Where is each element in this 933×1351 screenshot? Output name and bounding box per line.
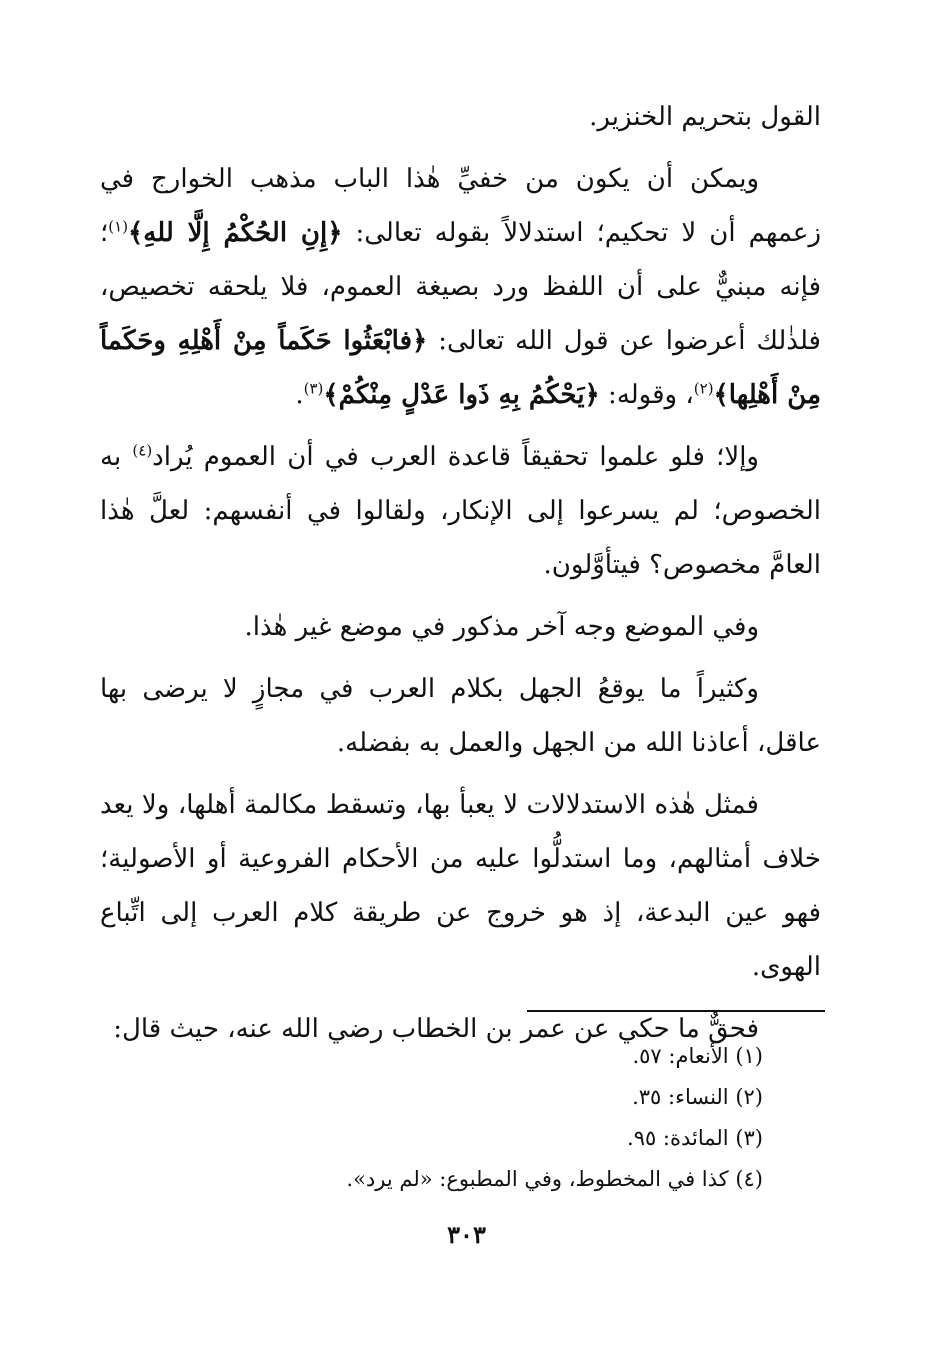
text-segment: فحقٌّ ما حكي عن عمر بن الخطاب رضي الله عنه، حيث قال: — [113, 1014, 759, 1044]
text-segment: . — [295, 380, 304, 410]
text-segment: به الخصوص؛ لم يسرعوا إلى الإنكار، ولقالوا في أنفسهم: لعلَّ هٰذا العامَّ مخصوص؟ فيتأوَّلون. — [100, 442, 821, 580]
text-segment: وإلا؛ فلو علموا تحقيقاً قاعدة العرب في أن العموم يُراد — [152, 442, 759, 472]
footnotes — [100, 1036, 763, 1200]
footnote-reference: (٤) — [132, 441, 153, 460]
paragraph — [100, 600, 821, 654]
footnote-reference: (٢) — [693, 379, 714, 398]
page-number: ٣٠٣ — [447, 1220, 486, 1249]
quran-quote: ﴿فابْعَثُوا حَكَماً مِنْ أَهْلِهِ وحَكَماً مِنْ أَهْلِها﴾ — [100, 326, 821, 410]
quran-quote: ﴿إِنِ الحُكْمُ إِلَّا للهِ﴾ — [128, 218, 343, 248]
text-segment: وفي الموضع وجه آخر مذكور في موضع غير هٰذا. — [244, 612, 759, 642]
text-segment: ؛ فإنه مبنيٌّ على أن اللفظ ورد بصيغة العموم، فلا يلحقه تخصيص، فلذٰلك أعرضوا عن قول الله تعالى: — [100, 218, 821, 356]
footnote-separator — [527, 1010, 825, 1012]
text-segment: القول بتحريم الخنزير. — [589, 102, 821, 132]
paragraph — [100, 430, 821, 592]
footnote: (٤) كذا في المخطوط، وفي المطبوع: «لم يرد». — [346, 1167, 763, 1191]
footnote-reference: (١) — [108, 217, 129, 236]
footnote: (١) الأنعام: ٥٧. — [632, 1044, 763, 1068]
paragraph — [100, 778, 821, 994]
footnote: (٣) المائدة: ٩٥. — [627, 1126, 763, 1150]
paragraph — [100, 90, 821, 144]
text-segment: فمثل هٰذه الاستدلالات لا يعبأ بها، وتسقط مكالمة أهلها، ولا يعد خلاف أمثالهم، وما استدلُّوا عليه من الأحكام الفروعية أو الأصولية؛ فهو عين البدعة، إذ هو خروج عن طريقة كلام العرب إلى اتِّباع الهوى. — [100, 790, 821, 982]
main-text — [100, 90, 821, 1064]
paragraph — [100, 662, 821, 770]
text-segment: ، وقوله: — [599, 380, 694, 410]
footnote-reference: (٣) — [303, 379, 324, 398]
paragraph — [100, 152, 821, 422]
footnote: (٢) النساء: ٣٥. — [632, 1085, 763, 1109]
text-segment: وكثيراً ما يوقعُ الجهل بكلام العرب في مجازٍ لا يرضى بها عاقل، أعاذنا الله من الجهل والعمل به بفضله. — [100, 674, 821, 758]
text-segment: ويمكن أن يكون من خفيِّ هٰذا الباب مذهب الخوارج في زعمهم أن لا تحكيم؛ استدلالاً بقوله تعالى: — [100, 164, 821, 248]
quran-quote: ﴿يَحْكُمُ بِهِ ذَوا عَدْلٍ مِنْكُمْ﴾ — [323, 380, 600, 410]
